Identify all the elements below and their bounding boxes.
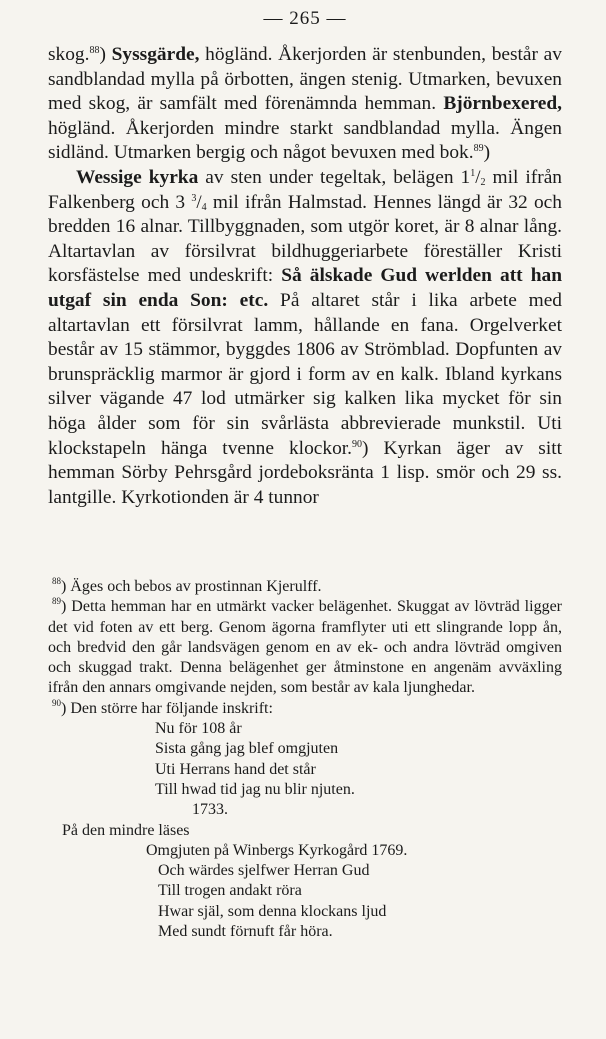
text-run: mil ifrån Halmstad. Hennes längd är 32 och bredden 16 alnar. Tillbyggnaden, som utgör koret, är 8 alnar lång. Altartavlan av försilvrat bildhuggeriarbete föreställer Kristi korsfästelse med undeskrift: <box>48 191 562 287</box>
poem-line: Uti Herrans hand det står <box>155 760 316 778</box>
text-run: ) Kyrkan äger av sitt hemman Sörby Pehrsgård jordeboksränta 1 lisp. smör och 29 ss. lantgille. Kyrkotionden är 4 tunnor <box>48 437 562 508</box>
paragraph-syssgarde <box>48 43 562 166</box>
poem-line: 1733. <box>192 801 228 819</box>
poem-line: Omgjuten på Winbergs Kyrkogård 1769. <box>146 841 408 859</box>
fraction: $^3/_4$ <box>191 191 207 213</box>
footnote-ref: 90 <box>352 438 362 450</box>
footnote-ref: 89 <box>473 143 484 155</box>
footnote-lead: På den mindre läses <box>62 821 190 839</box>
fraction: $^1/_2$ <box>470 166 486 188</box>
place-name: Wessige kyrka <box>76 166 199 188</box>
page-number: — 265 — <box>263 8 347 29</box>
fraction-numerator: 1 <box>470 167 476 179</box>
paragraph-wessige-kyrka <box>48 166 562 510</box>
text-run: mil ifrån Falkenberg och 3 <box>48 166 562 213</box>
altar-inscription: Så älskade Gud werlden att han utgaf sin enda Son: etc. <box>48 265 562 311</box>
footnotes <box>48 577 562 942</box>
footnote-text: ) Äges och bebos av prostinnan Kjerulff. <box>61 578 322 595</box>
footnote-90 <box>48 699 562 719</box>
text-run: skog. <box>48 44 90 65</box>
fraction-denominator: 4 <box>201 201 207 213</box>
main-text <box>48 43 562 510</box>
text-run: av sten under tegeltak, belägen 1 <box>198 166 471 188</box>
poem-line: Till hwad tid jag nu blir njuten. <box>155 780 355 798</box>
bell-inscription-large <box>48 719 562 820</box>
footnote-mark: 88 <box>52 576 61 586</box>
text-run: högländ. Åkerjorden är stenbunden, består av sandblandad mylla på örbotten, ängen stenig. Utmarken, bevuxen med skog, är samfält med förenämnda hemman. <box>48 44 562 115</box>
footnote-ref: 88 <box>89 45 100 56</box>
fraction-denominator: 2 <box>480 176 486 188</box>
footnote-mark: 89 <box>52 596 61 607</box>
footnote-mark: 90 <box>52 697 61 708</box>
footnote-text: ) Detta hemman har en utmärkt vacker belägenhet. Skuggat av lövträd ligger det vid foten av ett berg. Genom ägorna framflyter uti ett slingrande lopp ån, och bredvid den går landsvägen genom en av ek- och andra lövträd omgiven och skuggad trakt. Denna belägenhet ger åtminstone en angenäm avväxling ifrån den annars omgivande nejden, som består av kala ljunghedar. <box>48 598 562 697</box>
poem-line: Nu för 108 år <box>155 720 242 738</box>
poem-line: Till trogen andakt röra <box>158 882 302 900</box>
footnote-89 <box>48 597 562 698</box>
poem-line: Och wärdes sjelfwer Herran Gud <box>158 862 370 880</box>
text-run: ) <box>99 44 112 65</box>
place-name: Björnbexered, <box>443 93 562 115</box>
footnote-88 <box>48 577 562 597</box>
fraction-numerator: 3 <box>191 192 197 204</box>
poem-line: Hwar själ, som denna klockans ljud <box>158 902 387 920</box>
bell-inscription-small <box>48 841 562 942</box>
place-name: Syssgärde, <box>111 44 200 65</box>
text-run: ) <box>483 142 491 164</box>
text-run: högländ. Åkerjorden mindre starkt sandblandad mylla. Ängen sidländ. Utmarken bergig och något bevuxen med bok. <box>48 117 562 164</box>
poem-line: Med sundt förnuft får höra. <box>158 923 333 941</box>
footnote-text: ) Den större har följande inskrift: <box>61 699 273 717</box>
text-run: På altaret står i lika arbete med altartavlan ett försilvrat lamm, hållande en fana. Orgelverket består av 15 stämmor, byggdes 1806 av Strömblad. Dopfunten av brunspräcklig marmor är gjord i form av en kalk. Ibland kyrkans silver vägande 47 lod utmärker sig kalken lika mycket för sin höga ålder som för sin svårlästa abbrevierade munkstil. Uti klockstapeln hänga tvenne klockor. <box>48 289 563 459</box>
poem-line: Sista gång jag blef omgjuten <box>155 740 339 758</box>
